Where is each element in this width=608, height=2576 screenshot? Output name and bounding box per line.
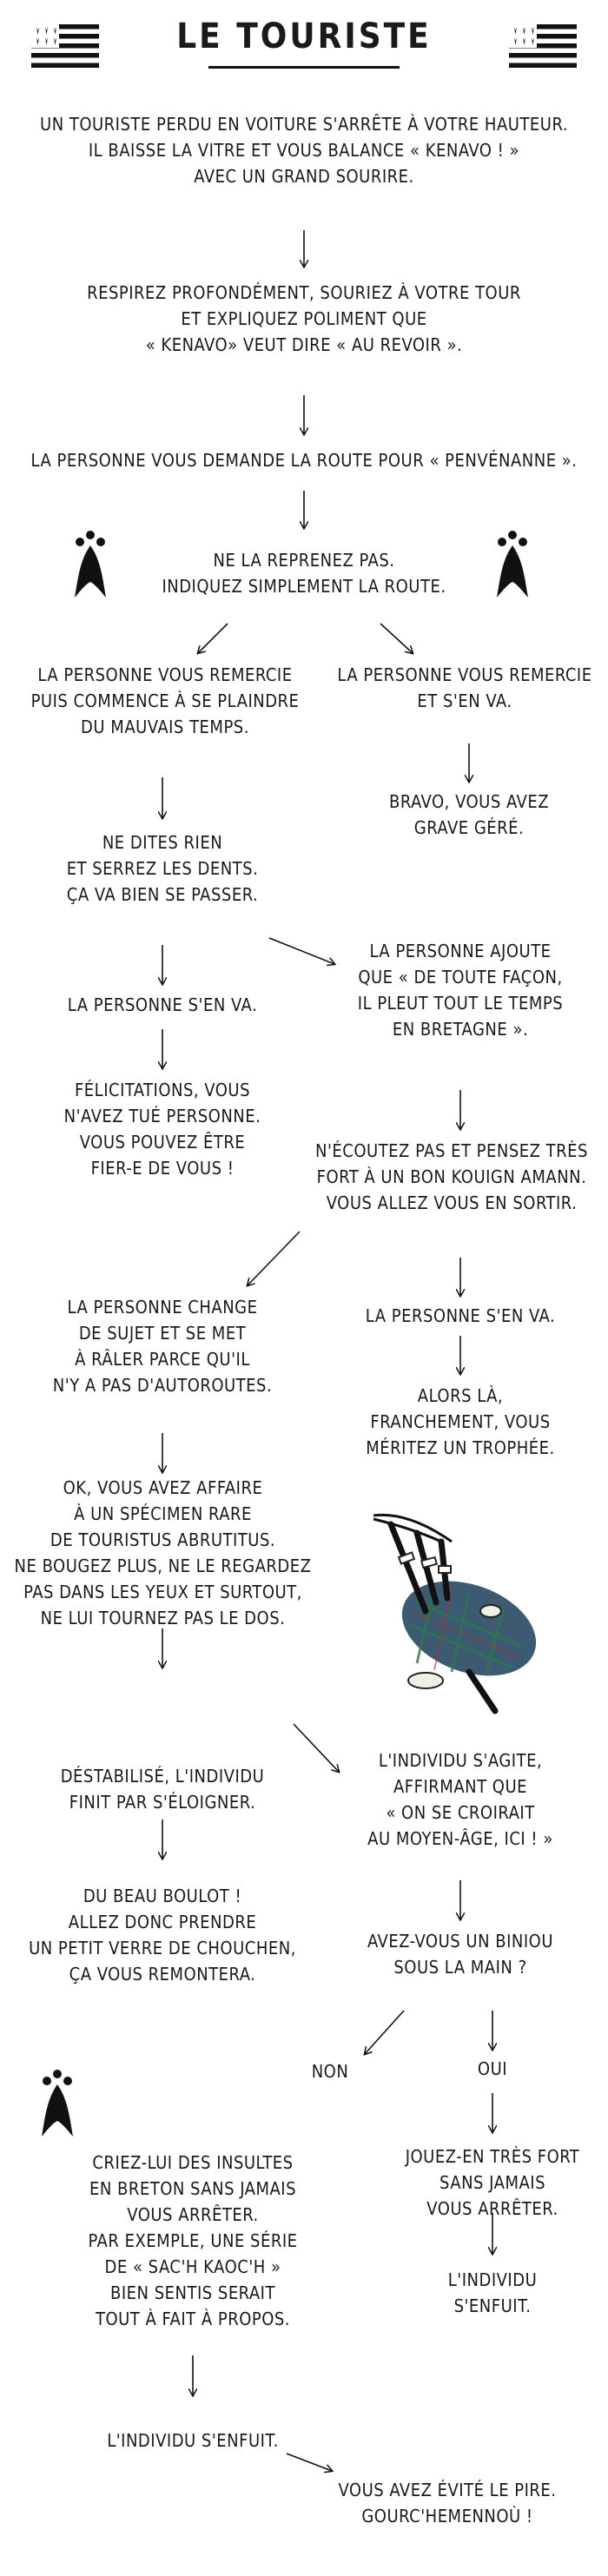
step-middle-ages: L'INDIVIDU S'AGITE, AFFIRMANT QUE « ON SE CROIRAIT AU MOYEN-ÂGE, ICI ! » (367, 1750, 553, 1849)
step-flees-right: L'INDIVIDU S'ENFUIT. (447, 2269, 538, 2316)
step-have-biniou: AVEZ-VOUS UN BINIOU SOUS LA MAIN ? (367, 1931, 553, 1978)
step-insults-breton: CRIEZ-LUI DES INSULTES EN BRETON SANS JAMAIS VOUS ARRÊTER. PAR EXEMPLE, UNE SÉRIE DE « SAC'H KAOC'H » BIEN SENTIS SERAIT TOUT À FAIT À PROPOS. (88, 2152, 298, 2329)
page-title: LE TOURISTE (176, 17, 432, 56)
step-trophy: ALORS LÀ, FRANCHEMENT, VOUS MÉRITEZ UN TROPHÉE. (366, 1385, 555, 1458)
step-final: VOUS AVEZ ÉVITÉ LE PIRE. GOURC'HEMENNOÙ ! (338, 2480, 557, 2526)
step-no-highways: LA PERSONNE CHANGE DE SUJET ET SE MET À RÂLER PARCE QU'IL N'Y A PAS D'AUTOROUTES. (52, 1297, 273, 1396)
step-good-job: DU BEAU BOULOT ! ALLEZ DONC PRENDRE UN PETIT VERRE DE CHOUCHEN, ÇA VOUS REMONTERA. (29, 1886, 296, 1985)
step-congrats: FÉLICITATIONS, VOUS N'AVEZ TUÉ PERSONNE. VOUS POUVEZ ÊTRE FIER-E DE VOUS ! (63, 1080, 261, 1179)
branch-oui: OUI (477, 2058, 508, 2079)
step-rains-always: LA PERSONNE AJOUTE QUE « DE TOUTE FAÇON, IL PLEUT TOUT LE TEMPS EN BRETAGNE ». (357, 941, 564, 1040)
step-complains-weather: LA PERSONNE VOUS REMERCIE PUIS COMMENCE À SE PLAINDRE DU MAUVAIS TEMPS. (30, 664, 300, 737)
step-indicate-route: NE LA REPRENEZ PAS. INDIQUEZ SIMPLEMENT LA ROUTE. (162, 550, 446, 597)
step-explain-kenavo: RESPIREZ PROFONDÉMENT, SOURIEZ À VOTRE TOUR ET EXPLIQUEZ POLIMENT QUE « KENAVO» VEUT DIRE « AU REVOIR ». (87, 282, 521, 355)
step-say-nothing: NE DITES RIEN ET SERREZ LES DENTS. ÇA VA BIEN SE PASSER. (66, 832, 259, 905)
step-kouign-amann: N'ÉCOUTEZ PAS ET PENSEZ TRÈS FORT À UN BON KOUIGN AMANN. VOUS ALLEZ VOUS EN SORTIR. (315, 1140, 588, 1213)
step-play-loud: JOUEZ-EN TRÈS FORT SANS JAMAIS VOUS ARRÊTER. (405, 2146, 580, 2219)
step-rare-specimen: OK, VOUS AVEZ AFFAIRE À UN SPÉCIMEN RARE DE TOURISTUS ABRUTITUS. NE BOUGEZ PLUS, NE LE REGARDEZ PAS DANS LES YEUX ET SURTOUT, NE LUI TOURNEZ PAS LE DOS. (14, 1477, 312, 1628)
step-destabilized: DÉSTABILISÉ, L'INDIVIDU FINIT PAR S'ÉLOIGNER. (60, 1766, 265, 1813)
step-flees-left: L'INDIVIDU S'ENFUIT. (107, 2430, 279, 2451)
step-tourist-arrives: UN TOURISTE PERDU EN VOITURE S'ARRÊTE À VOTRE HAUTEUR. IL BAISSE LA VITRE ET VOUS BALANCE « KENAVO ! » AVEC UN GRAND SOURIRE. (40, 114, 568, 187)
step-thanks-leaves: LA PERSONNE VOUS REMERCIE ET S'EN VA. (337, 664, 592, 711)
step-person-leaves-1: LA PERSONNE S'EN VA. (67, 994, 258, 1015)
step-well-handled: BRAVO, VOUS AVEZ GRAVE GÉRÉ. (388, 791, 550, 838)
step-asks-route: LA PERSONNE VOUS DEMANDE LA ROUTE POUR « PENVÉNANNE ». (30, 450, 578, 471)
branch-non: NON (311, 2061, 349, 2082)
step-person-leaves-2: LA PERSONNE S'EN VA. (365, 1305, 556, 1326)
